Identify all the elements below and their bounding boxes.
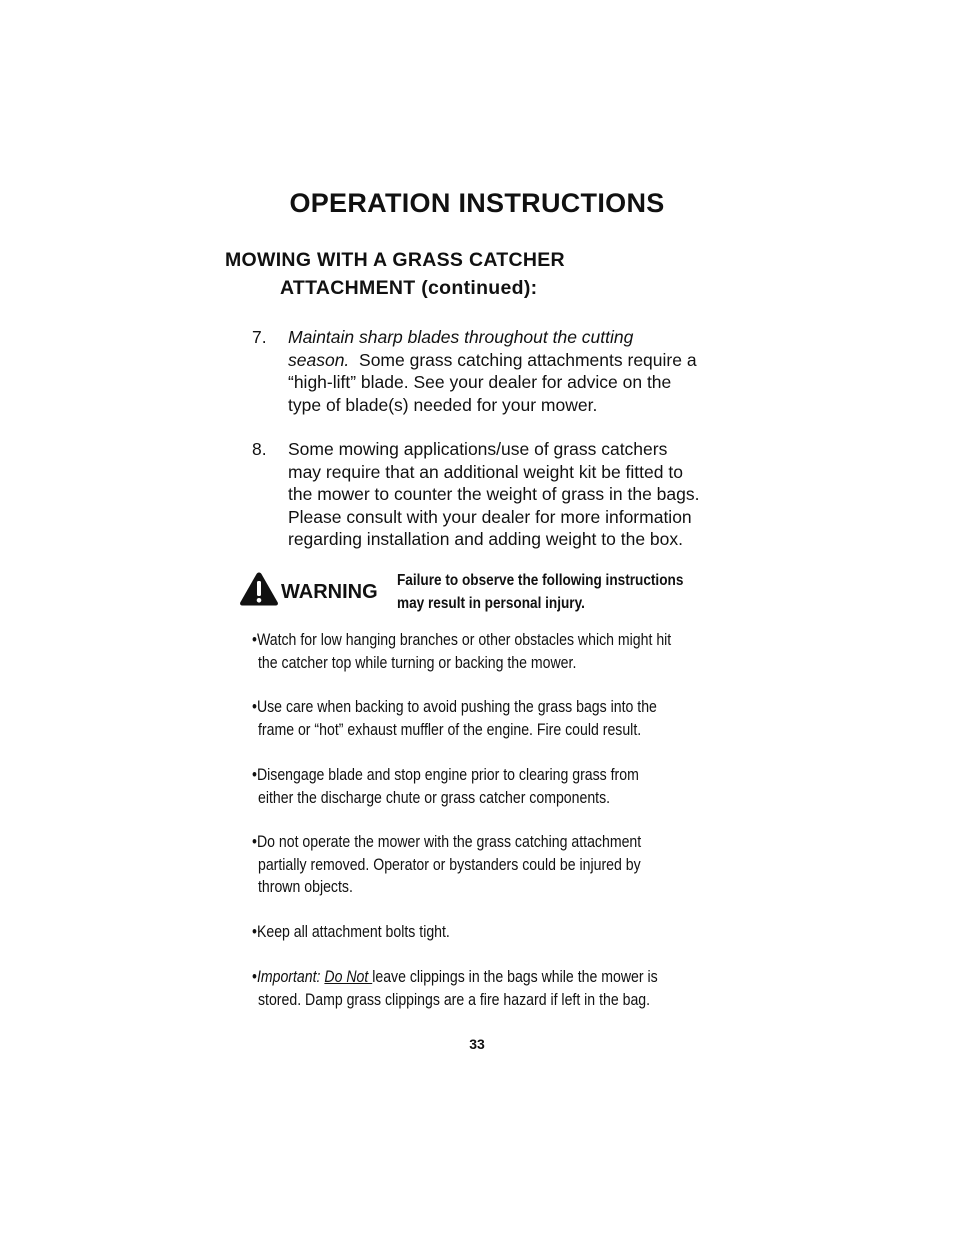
bullet-line: •Use care when backing to avoid pushing the grass bags into the bbox=[252, 698, 657, 716]
bullet-line: •Keep all attachment bolts tight. bbox=[252, 923, 450, 941]
section-heading-line1: MOWING WITH A GRASS CATCHER bbox=[225, 249, 565, 271]
bullet-item-important bbox=[252, 966, 718, 1011]
warning-triangle-icon bbox=[239, 571, 279, 607]
item-number: 8. bbox=[252, 439, 267, 459]
item-text-line: the mower to counter the weight of grass in the bags. bbox=[288, 484, 700, 504]
bullet-line: leave clippings in the bags while the mower is bbox=[372, 968, 658, 986]
warning-message bbox=[397, 570, 684, 615]
bullet-line: thrown objects. bbox=[257, 878, 353, 896]
warning-label: WARNING bbox=[281, 581, 378, 603]
bullet-item bbox=[252, 629, 718, 674]
bullet-line: either the discharge chute or grass catcher components. bbox=[257, 788, 611, 807]
bullet-line: frame or “hot” exhaust muffler of the engine. Fire could result. bbox=[257, 720, 642, 739]
item-text bbox=[288, 438, 728, 551]
warning-message-line: may result in personal injury. bbox=[397, 594, 585, 612]
bullet-line: •Watch for low hanging branches or other obstacles which might hit bbox=[252, 631, 672, 649]
bullet-line: stored. Damp grass clippings are a fire hazard if left in the bag. bbox=[257, 990, 651, 1009]
item-italic-lead: Maintain sharp blades throughout the cutting bbox=[288, 327, 634, 347]
page-number: 33 bbox=[469, 1036, 485, 1052]
item-text-line: type of blade(s) needed for your mower. bbox=[288, 394, 598, 415]
item-text-segment: Some grass catching attachments require a bbox=[349, 349, 697, 370]
item-text-line: Some mowing applications/use of grass catchers bbox=[288, 439, 668, 459]
bullet-item bbox=[252, 921, 718, 944]
bullet-line: •Do not operate the mower with the grass catching attachment bbox=[252, 833, 642, 851]
page-title: OPERATION INSTRUCTIONS bbox=[289, 188, 665, 218]
bullet-item bbox=[252, 696, 718, 741]
item-text bbox=[288, 326, 728, 416]
item-text-line: may require that an additional weight kit be fitted to bbox=[288, 461, 683, 482]
item-text-line: regarding installation and adding weight to the box. bbox=[288, 529, 683, 549]
item-italic-lead: season. bbox=[288, 349, 350, 370]
bullet-line: the catcher top while turning or backing the mower. bbox=[257, 653, 577, 672]
item-text-line: “high-lift” blade. See your dealer for advice on the bbox=[288, 372, 672, 392]
bullet-item bbox=[252, 831, 718, 899]
bullet-line: •Disengage blade and stop engine prior to clearing grass from bbox=[252, 766, 639, 784]
bullet-char: • bbox=[252, 968, 257, 986]
item-text-line: Please consult with your dealer for more information bbox=[288, 506, 692, 527]
bullet-item bbox=[252, 764, 718, 809]
do-not-emphasis: Do Not bbox=[324, 968, 373, 986]
bullet-line: partially removed. Operator or bystanders could be injured by bbox=[257, 855, 641, 874]
warning-message-line: Failure to observe the following instructions bbox=[397, 572, 684, 589]
item-number: 7. bbox=[252, 327, 267, 347]
section-heading-line2: ATTACHMENT (continued): bbox=[280, 277, 538, 299]
important-label: Important: bbox=[256, 968, 321, 986]
